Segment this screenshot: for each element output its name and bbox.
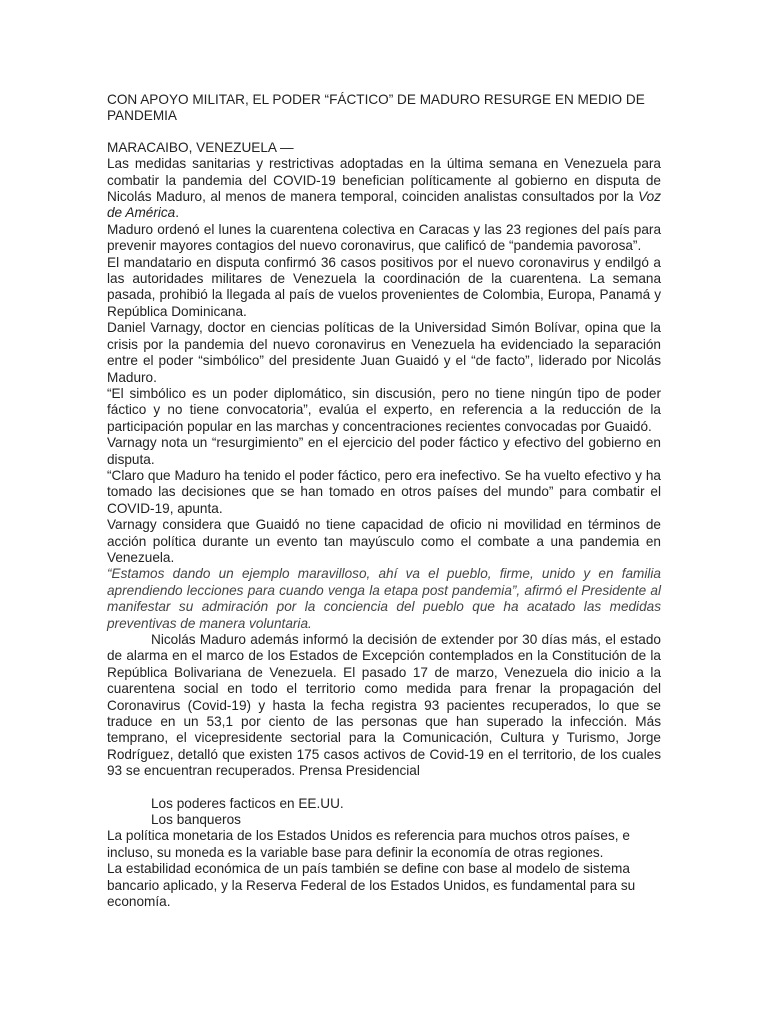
subheading-banqueros: Los banqueros — [151, 812, 241, 828]
dateline: MARACAIBO, VENEZUELA — — [107, 139, 294, 155]
paragraph-1-end: . — [175, 205, 180, 221]
paragraph-9: Nicolás Maduro además informó la decisión de extender por 30 días más, el estado de alarma en el marco de los Estados de Excepción contemplados en la Constitución de la República Bolivariana de Venezuela. El pasado 17 de marzo, Venezuela dio inicio a la cuarentena social en todo el territorio como medida para frenar la propagación del Coronavirus (Covid-19) y hasta la fecha registra 93 pacientes recuperados, lo que se traduce en un 53,1 por ciento de las personas que han superado la infección. Más temprano, el vicepresidente sectorial para la Comunicación, Cultura y Turismo, Jorge Rodríguez, detalló que existen 175 casos activos de Covid-19 en el territorio, de los cuales 93 se encuentran recuperados. Prensa Presidencial — [107, 632, 661, 779]
document-page — [107, 92, 661, 911]
paragraph-4: Daniel Varnagy, doctor en ciencias políticas de la Universidad Simón Bolívar, opina que la crisis por la pandemia del nuevo coronavirus en Venezuela ha evidenciado la separación entre el poder “simbólico” del presidente Juan Guaidó y el “de facto”, liderado por Nicolás Maduro. — [107, 320, 661, 385]
paragraph-5: “El simbólico es un poder diplomático, sin discusión, pero no tiene ningún tipo de poder fáctico y no tiene convocatoria”, evalúa el experto, en referencia a la reducción de la participación popular en las marchas y concentraciones recientes convocadas por Guaidó. — [107, 385, 661, 434]
paragraph-7: “Claro que Maduro ha tenido el poder fáctico, pero era inefectivo. Se ha vuelto efectivo y ha tomado las decisiones que se han tomado en otros países del mundo” para combatir el COVID-19, apunta. — [107, 467, 661, 516]
spacer — [107, 780, 661, 796]
source-name: Voz de América — [107, 189, 661, 221]
paragraph-10: La política monetaria de los Estados Unidos es referencia para muchos otros países, e incluso, su moneda es la variable base para definir la economía de otras regiones. — [107, 828, 630, 860]
paragraph-6: Varnagy nota un “resurgimiento” en el ejercicio del poder fáctico y efectivo del gobierno en disputa. — [107, 435, 661, 467]
paragraph-11: La estabilidad económica de un país también se define con base al modelo de sistema bancario aplicado, y la Reserva Federal de los Estados Unidos, es fundamental para su economía. — [107, 861, 636, 910]
paragraph-1 — [107, 156, 661, 222]
article-title: CON APOYO MILITAR, EL PODER “FÁCTICO” DE MADURO RESURGE EN MEDIO DE PANDEMIA — [107, 92, 645, 124]
presidential-quote: “Estamos dando un ejemplo maravilloso, ahí va el pueblo, firme, unido y en familia aprendiendo lecciones para cuando venga la etapa post pandemia”, afirmó el Presidente al manifestar su admiración por la conciencia del pueblo que ha acatado las medidas preventivas de manera voluntaria. — [107, 566, 661, 631]
paragraph-2: Maduro ordenó el lunes la cuarentena colectiva en Caracas y las 23 regiones del país para prevenir mayores contagios del nuevo coronavirus, que calificó de “pandemia pavorosa”. — [107, 221, 661, 254]
paragraph-1-text: Las medidas sanitarias y restrictivas adoptadas en la última semana en Venezuela para combatir la pandemia del COVID-19 benefician políticamente al gobierno en disputa de Nicolás Maduro, al menos de manera temporal, coinciden analistas consultados por la — [107, 156, 661, 205]
paragraph-3: El mandatario en disputa confirmó 36 casos positivos por el nuevo coronavirus y endilgó a las autoridades militares de Venezuela la coordinación de la cuarentena. La semana pasada, prohibió la llegada al país de vuelos provenientes de Colombia, Europa, Panamá y República Dominicana. — [107, 254, 661, 319]
subheading-poderes: Los poderes facticos en EE.UU. — [151, 795, 344, 811]
paragraph-8: Varnagy considera que Guaidó no tiene capacidad de oficio ni movilidad en términos de acción política durante un evento tan mayúsculo como el combate a una pandemia en Venezuela. — [107, 517, 661, 565]
